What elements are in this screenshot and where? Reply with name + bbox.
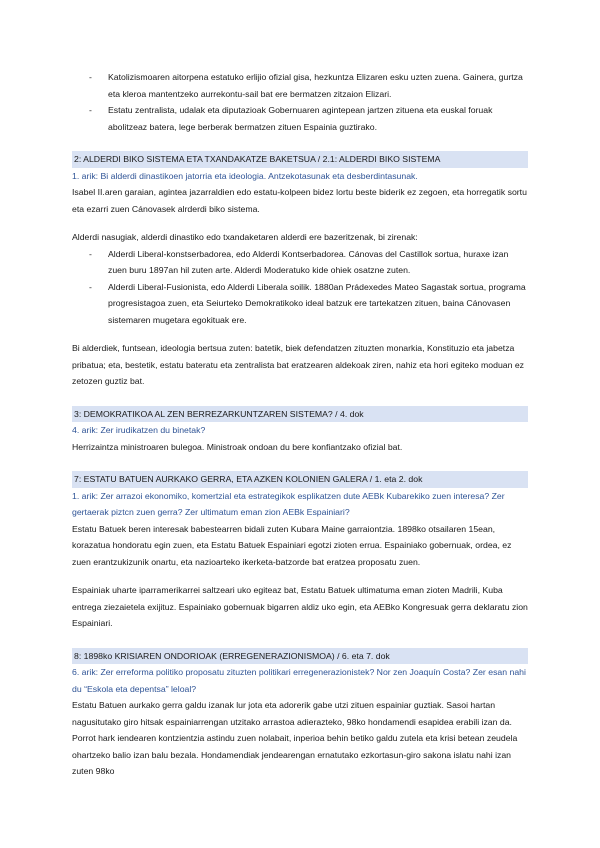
paragraph: Isabel II.aren garaian, agintea jazarraldien edo estatu-kolpeen bidez lortu beste biderik ez zegoen, eta horregatik sortu eta ezarri zuen Cánovasek alrderdi biko sistema. — [72, 187, 527, 214]
bullet-list — [72, 246, 528, 329]
paragraph: Bi alderdiek, funtsean, ideologia bertsua zuten: batetik, biek defendatzen zituzten monarkia, Konstituzio eta jabetza pribatua; eta, bestetik, estatu bateratu eta zentralista bat eratzearen aldekoak ziren, nahiz eta hori egiteko moduan ez zetozen guztiz bat. — [72, 343, 525, 386]
section-heading: 2: ALDERDI BIKO SISTEMA ETA TXANDAKATZE BAKETSUA / 2.1: ALDERDI BIKO SISTEMA — [72, 151, 528, 168]
dash-bullet-icon: - — [89, 248, 92, 259]
paragraph: Estatu Batuek beren interesak babestearren bidali zuten Kubara Maine garraiontzia. 1898ko otsailaren 15ean, korazatua hondoratu egin zuen, eta Estatu Batuek Espainiari egotzi zioten errua. Espainiako gobernuak, ordea, ez zuen erantzukizunik onartu, eta nazioarteko ikerketa-batzorde bat eratzea proposatu zuen. — [72, 523, 512, 567]
section-heading: 7: ESTATU BATUEN AURKAKO GERRA, ETA AZKEN KOLONIEN GALERA / 1. eta 2. dok — [72, 471, 528, 488]
question-text: 4. arik: Zer irudikatzen du binetak? — [72, 425, 206, 435]
list-item: - Alderdi Liberal-Fusionista, edo Alderdi Liberala soilik. 1880an Prádexedes Mateo Sagastak sortua, programa progresistagoa zuen, eta Seiurteko Demokratikoko ideal batzuk ere tartekatzen zituen, baina Cánovasen sistemaren mugetara egokituak ere. — [72, 279, 528, 329]
document-body — [72, 69, 528, 780]
list-item: - Alderdi Liberal-konstserbadorea, edo Alderdi Kontserbadorea. Cánovas del Castillok sortua, huraxe izan zuen buru 1897an hil zuten arte. Alderdi Moderatuko kide ohiek osatzne zuten. — [72, 246, 528, 279]
dash-bullet-icon: - — [89, 72, 92, 82]
paragraph: Alderdi nasugiak, alderdi dinastiko edo txandaketaren alderdi ere bazeritzenak, bi zirenak: — [72, 232, 418, 242]
paragraph: Estatu Batuen aurkako gerra galdu izanak lur jota eta adorerik gabe utzi zituen espainiar guztiak. Sasoi hartan nagusitutako giro hitsak espainiarrengan utzitako arrastoa adierazteko, 98ko hondamendi esapidea erabili izan da. Porrot hark iendearen kontzientzia astindu zuen nolabait, inperioa behin betiko galdu zutela eta krisi betean zeudela ohartzeko balio izan balu bezala. Hondamendiak jendearengan ernatutako ezkortasun-giro sakona islatu nahi izan zuten 98ko — [72, 700, 518, 776]
dash-bullet-icon: - — [89, 281, 92, 292]
list-item: - Katolizismoaren aitorpena estatuko erlijio ofizial gisa, hezkuntza Elizaren esku uzten zuena. Gainera, gurtza eta kleroa mantentzeko aurrekontu-sail bat ere bermatzen zitzaion Elizari. — [72, 69, 528, 102]
question-text: 1. arik: Zer arrazoi ekonomiko, komertzial eta estrategikok esplikatzen dute AEBk Kubarekiko zuen interesa? Zer gertaerak piztcn zuen gerra? Zer ultimatum eman zion AEBk Espainiari? — [72, 490, 505, 517]
intro-bullet-list — [72, 69, 528, 135]
question-text: 1. arik: Bi alderdi dinastikoen jatorria eta ideologia. Antzekotasunak eta desberdintasunak. — [72, 170, 418, 181]
paragraph: Espainiak uharte iparramerikarrei saltzeari uko egiteaz bat, Estatu Batuek ultimatuma eman zioten Madrili, Kuba entrega ziezaietela exijituz. Espainiako gobernuak bigarren aldiz uko egin, eta AEBko Kongresuak gerra deklaratu zion Espainiari. — [72, 585, 528, 628]
question-text: 6. arik: Zer erreforma politiko proposatu zituzten politikari erregenerazionistek? Nor zen Joaquín Costa? Zer esan nahi du “Eskola eta depentsa” leloal? — [72, 667, 526, 694]
paragraph: Herrizaintza ministroaren bulegoa. Ministroak ondoan du bere konfiantzako ofizial bat. — [72, 441, 403, 452]
section-heading: 3: DEMOKRATIKOA AL ZEN BERREZARKUNTZAREN SISTEMA? / 4. dok — [72, 406, 528, 423]
section-heading: 8: 1898ko KRISIAREN ONDORIOAK (ERREGENERAZIONISMOA) / 6. eta 7. dok — [72, 648, 528, 665]
dash-bullet-icon: - — [89, 105, 92, 115]
list-item: - Estatu zentralista, udalak eta diputazioak Gobernuaren agintepean jartzen zituena eta euskal foruak abolitzeaz batera, lege berberak bermatzen zituen Espainia guztirako. — [72, 102, 528, 135]
